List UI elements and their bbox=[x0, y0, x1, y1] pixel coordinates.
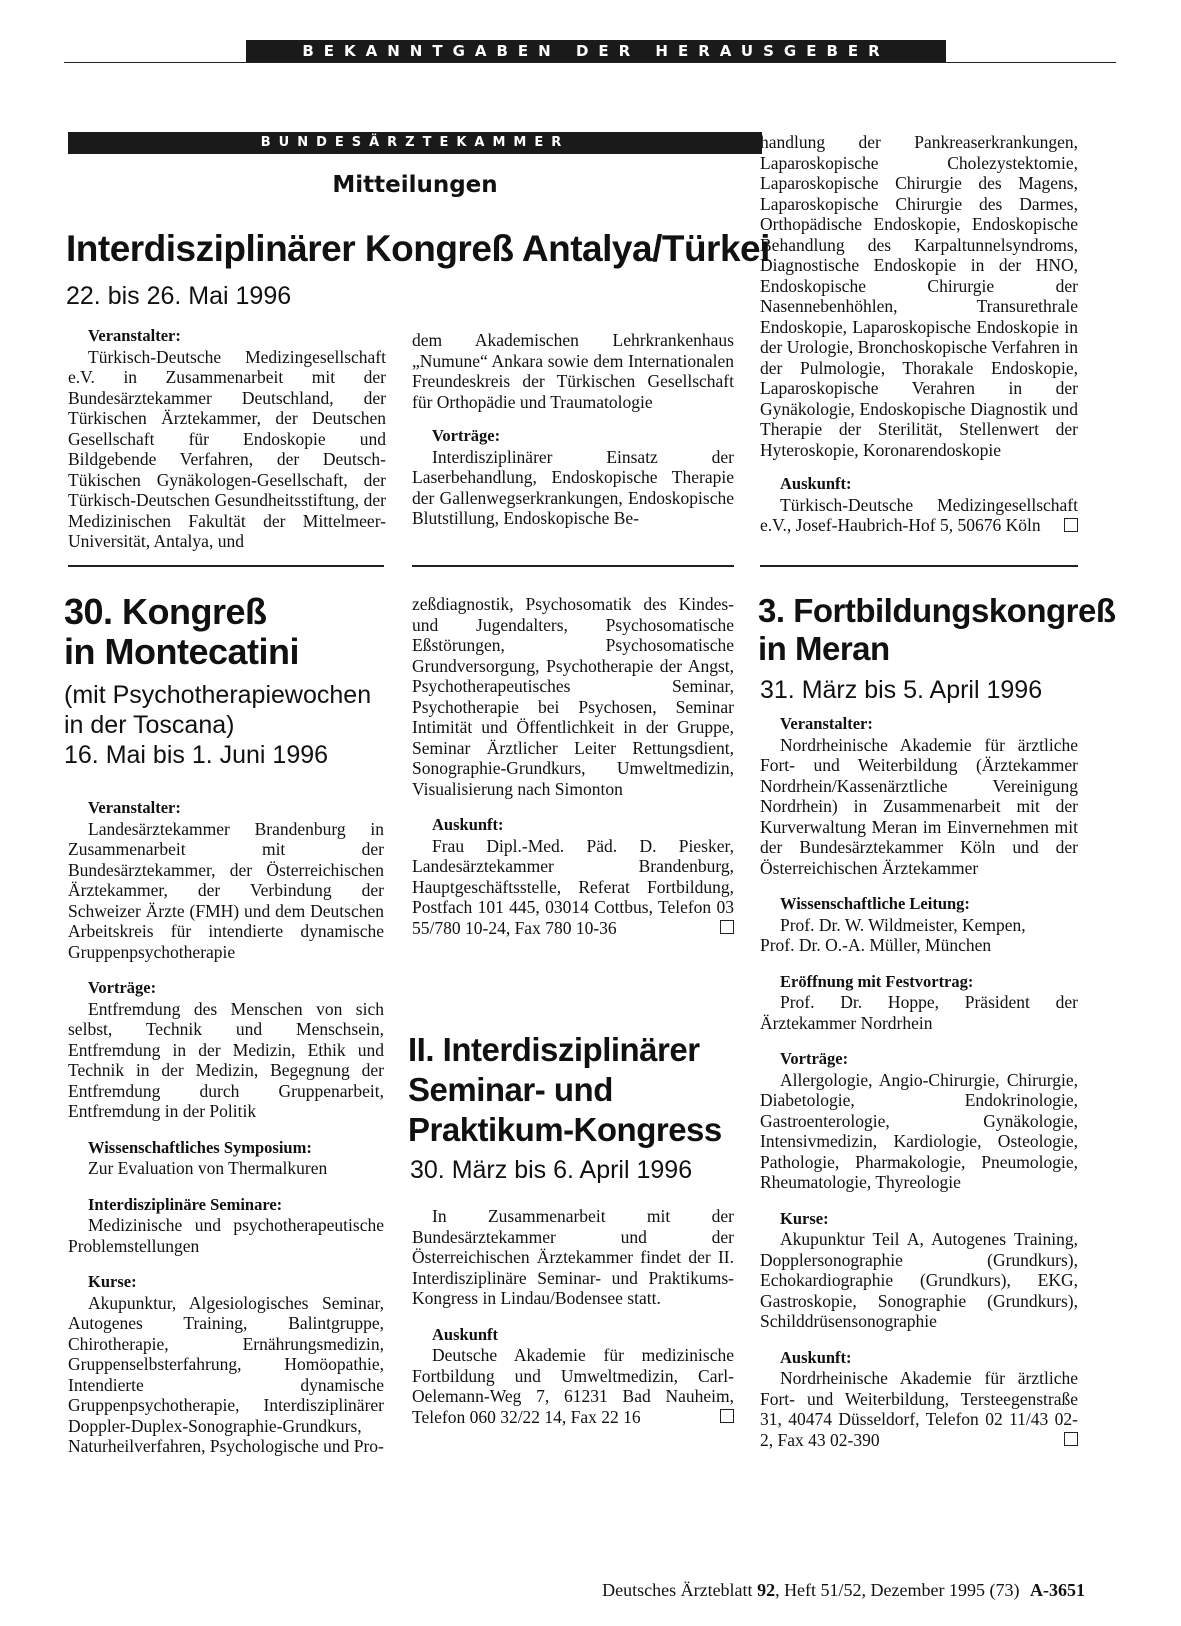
art1-veranstalter-text: Türkisch-Deutsche Medizingesellschaft e.V. in Zusammenarbeit mit der Bundesärztekammer Deutschland, der Türkischen Ärztekammer, der Deutschen Gesellschaft für Endoskopie und Bildgebende Verfahren, der Deutsch-Tükischen Gynäkologen-Gesellschaft, der Türkisch-Deutschen Gesundheitsstiftung, der Medizinischen Fakultät der Mittelmeer-Universität, Antalya, und bbox=[68, 346, 386, 551]
art3-title-line1: II. Interdisziplinärer bbox=[408, 1031, 700, 1068]
end-mark-icon bbox=[720, 1409, 734, 1423]
art1-col3 bbox=[760, 132, 1078, 536]
art2-kurse-label: Kurse: bbox=[88, 1272, 137, 1291]
art2-col2 bbox=[412, 594, 734, 938]
art4-eroeffnung-label: Eröffnung mit Festvortrag: bbox=[780, 971, 974, 991]
art2-seminare-text: Medizinische und psychotherapeutische Problemstellungen bbox=[68, 1215, 384, 1256]
end-mark-icon bbox=[720, 920, 734, 934]
separator-rule bbox=[68, 565, 384, 567]
art4-kurse-text: Akupunktur Teil A, Autogenes Training, Dopplersonographie (Grundkurs), Echokardiographie (Grundkurs), EKG, Gastroskopie, Sonographie (Grundkurs), Schilddrüsensonographie bbox=[760, 1229, 1078, 1331]
art4-title-line2: in Meran bbox=[758, 630, 890, 667]
art1-col2 bbox=[412, 330, 734, 529]
art4-leitung-text1: Prof. Dr. W. Wildmeister, Kempen, bbox=[780, 914, 1026, 935]
art3-date: 30. März bis 6. April 1996 bbox=[410, 1156, 693, 1184]
art4-vortraege-text: Allergologie, Angio-Chirurgie, Chirurgie, Diabetologie, Endokrinologie, Gastroenterologie, Gynäkologie, Intensivmedizin, Kardiologie, Osteologie, Pathologie, Pharmakologie, Pneumologie, Rheumatologie, Thyreologie bbox=[760, 1069, 1078, 1192]
art3-title-line2: Seminar- und bbox=[408, 1071, 613, 1108]
header-rule bbox=[64, 62, 1116, 63]
art3-body bbox=[412, 1206, 734, 1427]
page-footer bbox=[602, 1580, 1085, 1601]
art3-title bbox=[408, 1030, 722, 1150]
separator-rule bbox=[760, 565, 1078, 567]
end-mark-icon bbox=[1064, 518, 1078, 532]
separator-rule bbox=[412, 565, 734, 567]
art4-auskunft-label: Auskunft: bbox=[780, 1347, 852, 1367]
art4-veranstalter-text: Nordrheinische Akademie für ärztliche Fort- und Weiterbildung (Ärztekammer Nordrhein/Kassenärztliche Vereinigung Nordrhein) in Zusammenarbeit mit der Kurverwaltung Meran im Einvernehmen mit der Bundesärztekammer Köln und der Österreichischen Ärztekammer bbox=[760, 734, 1078, 878]
art2-kurse-cont: zeßdiagnostik, Psychosomatik des Kindes- und Jugendalters, Psychosomatische Eßstörungen, Psychosomatische Grundversorgung, Psychotherapie der Angst, Psychotherapeutisches Seminar, Psychotherapie bei Psychosen, Seminar Intimität und Öffentlichkeit in der Gruppe, Seminar Ärztlicher Leiter Rettungsdient, Sonographie-Grundkurs, Umweltmedizin, Visualisierung nach Simonton bbox=[412, 594, 734, 799]
footer-issue: , Heft 51/52, Dezember 1995 (73) bbox=[775, 1580, 1020, 1600]
art1-veranstalter-cont: dem Akademischen Lehrkrankenhaus „Numune“ Ankara sowie dem Internationalen Freundeskreis der Türkischen Gesellschaft für Orthopädie und Traumatologie bbox=[412, 330, 734, 412]
art4-eroeffnung-text: Prof. Dr. Hoppe, Präsident der Ärztekammer Nordrhein bbox=[760, 992, 1078, 1033]
art4-title bbox=[758, 592, 1116, 668]
art3-auskunft-label: Auskunft bbox=[432, 1324, 499, 1344]
art2-title-line1: 30. Kongreß bbox=[64, 591, 267, 632]
art3-intro: In Zusammenarbeit mit der Bundesärztekammer und der Österreichischen Ärztekammer findet der II. Interdisziplinäre Seminar- und Praktikums-Kongress in Lindau/Bodensee statt. bbox=[412, 1206, 734, 1308]
art1-title: Interdisziplinärer Kongreß Antalya/Türkei bbox=[66, 228, 770, 269]
art2-veranstalter-text: Landesärztekammer Brandenburg in Zusammenarbeit mit der Bundesärztekammer, der Österreichischen Ärztekammer, der Verbindung der Schweizer Ärzte (FMH) und dem Deutschen Arbeitskreis für intendierte dynamische Gruppenpsychotherapie bbox=[68, 818, 384, 962]
art1-auskunft-label: Auskunft: bbox=[780, 474, 852, 493]
art2-title-line2: in Montecatini bbox=[64, 631, 299, 672]
footer-volume: 92 bbox=[757, 1580, 776, 1600]
art1-date: 22. bis 26. Mai 1996 bbox=[66, 282, 292, 310]
footer-page-number: A-3651 bbox=[1030, 1580, 1085, 1600]
art4-leitung-label: Wissenschaftliche Leitung: bbox=[780, 894, 970, 913]
art2-seminare-label: Interdisziplinäre Seminare: bbox=[88, 1194, 283, 1214]
art1-col1 bbox=[68, 318, 386, 552]
end-mark-icon bbox=[1064, 1432, 1078, 1446]
art2-veranstalter-label: Veranstalter: bbox=[88, 798, 181, 817]
art3-title-line3: Praktikum-Kongress bbox=[408, 1111, 722, 1148]
art2-vortraege-label: Vorträge: bbox=[88, 978, 157, 997]
art2-subtitle bbox=[64, 680, 371, 770]
art2-date: 16. Mai bis 1. Juni 1996 bbox=[64, 741, 329, 769]
art2-symposium-text: Zur Evaluation von Thermalkuren bbox=[88, 1158, 328, 1178]
art3-auskunft-text: Deutsche Akademie für medizinische Fortbildung und Umweltmedizin, Carl-Oelemann-Weg 7, 61231 Bad Nauheim, Telefon 060 32/22 14, Fax 22 16 bbox=[412, 1345, 734, 1427]
art1-vortraege-cont: handlung der Pankreaserkrankungen, Laparoskopische Cholezystektomie, Laparoskopische Chirurgie des Magens, Laparoskopische Chirurgie des Darmes, Orthopädische Endoskopie, Endoskopische Behandlung des Karpaltunnelsyndroms, Diagnostische Endoskopie in der HNO, Endoskopische Chirurgie der Nasennebenhöhlen, Transurethrale Endoskopie, Laparoskopische Endoskopie in der Urologie, Bronchoskopische Verfahren in der Pulmologie, Thorakale Endoskopie, Laparoskopische Verahren in der Gynäkologie, Endoskopische Diagnostik und Therapie der Sterilität, Stellenwert der Hyteroskopie, Koronarendoskopie bbox=[760, 132, 1078, 460]
art4-leitung-text2: Prof. Dr. O.-A. Müller, München bbox=[760, 935, 992, 955]
art4-body bbox=[760, 708, 1078, 1450]
footer-journal: Deutsches Ärzteblatt bbox=[602, 1580, 753, 1600]
art2-symposium-label: Wissenschaftliches Symposium: bbox=[88, 1137, 312, 1157]
art4-vortraege-label: Vorträge: bbox=[780, 1049, 849, 1068]
art1-veranstalter-label: Veranstalter: bbox=[88, 326, 181, 345]
art2-col1 bbox=[68, 790, 384, 1457]
art4-auskunft-text: Nordrheinische Akademie für ärztliche Fort- und Weiterbildung, Tersteegenstraße 31, 40474 Düsseldorf, Telefon 02 11/43 02-2, Fax 43 02-390 bbox=[760, 1368, 1078, 1450]
art2-subtitle-line2: in der Toscana) bbox=[64, 711, 235, 739]
art4-date: 31. März bis 5. April 1996 bbox=[760, 676, 1043, 704]
art4-kurse-label: Kurse: bbox=[780, 1208, 829, 1228]
section-bar: BUNDESÄRZTEKAMMER bbox=[68, 132, 762, 154]
art2-auskunft-text: Frau Dipl.-Med. Päd. D. Piesker, Landesärztekammer Brandenburg, Hauptgeschäftsstelle, Referat Fortbildung, Postfach 101 445, 03014 Cottbus, Telefon 03 55/780 10-24, Fax 780 10-36 bbox=[412, 835, 734, 938]
art1-vortraege-text: Interdisziplinärer Einsatz der Laserbehandlung, Endoskopische Therapie der Gallenwegserkrankungen, Endoskopische Blutstillung, Endoskopische Be- bbox=[412, 446, 734, 528]
art2-auskunft-label: Auskunft: bbox=[432, 815, 504, 834]
art4-veranstalter-label: Veranstalter: bbox=[780, 714, 873, 733]
art4-title-line1: 3. Fortbildungskongreß bbox=[758, 592, 1116, 629]
art1-vortraege-label: Vorträge: bbox=[432, 426, 501, 445]
section-kicker: Mitteilungen bbox=[332, 172, 498, 198]
art2-subtitle-line1: (mit Psychotherapiewochen bbox=[64, 681, 372, 709]
art2-kurse-text: Akupunktur, Algesiologisches Seminar, Autogenes Training, Balintgruppe, Chirotherapie, Ernährungsmedizin, Gruppenselbsterfahrung, Homöopathie, Intendierte dynamische Gruppenpsychotherapie, Interdisziplinärer Doppler-Duplex-Sonographie-Grundkurs, Naturheilverfahren, Psychologische und Pro- bbox=[68, 1292, 384, 1456]
art1-auskunft-text: Türkisch-Deutsche Medizingesellschaft e.V., Josef-Haubrich-Hof 5, 50676 Köln bbox=[760, 494, 1078, 535]
header-bar: BEKANNTGABEN DER HERAUSGEBER bbox=[246, 40, 946, 62]
art2-title bbox=[64, 592, 299, 672]
art2-vortraege-text: Entfremdung des Menschen von sich selbst, Technik und Menschsein, Entfremdung in der Medizin, Ethik und Technik in der Medizin, Begegnung der Entfremdung durch Gruppenarbeit, Entfremdung in der Politik bbox=[68, 998, 384, 1121]
